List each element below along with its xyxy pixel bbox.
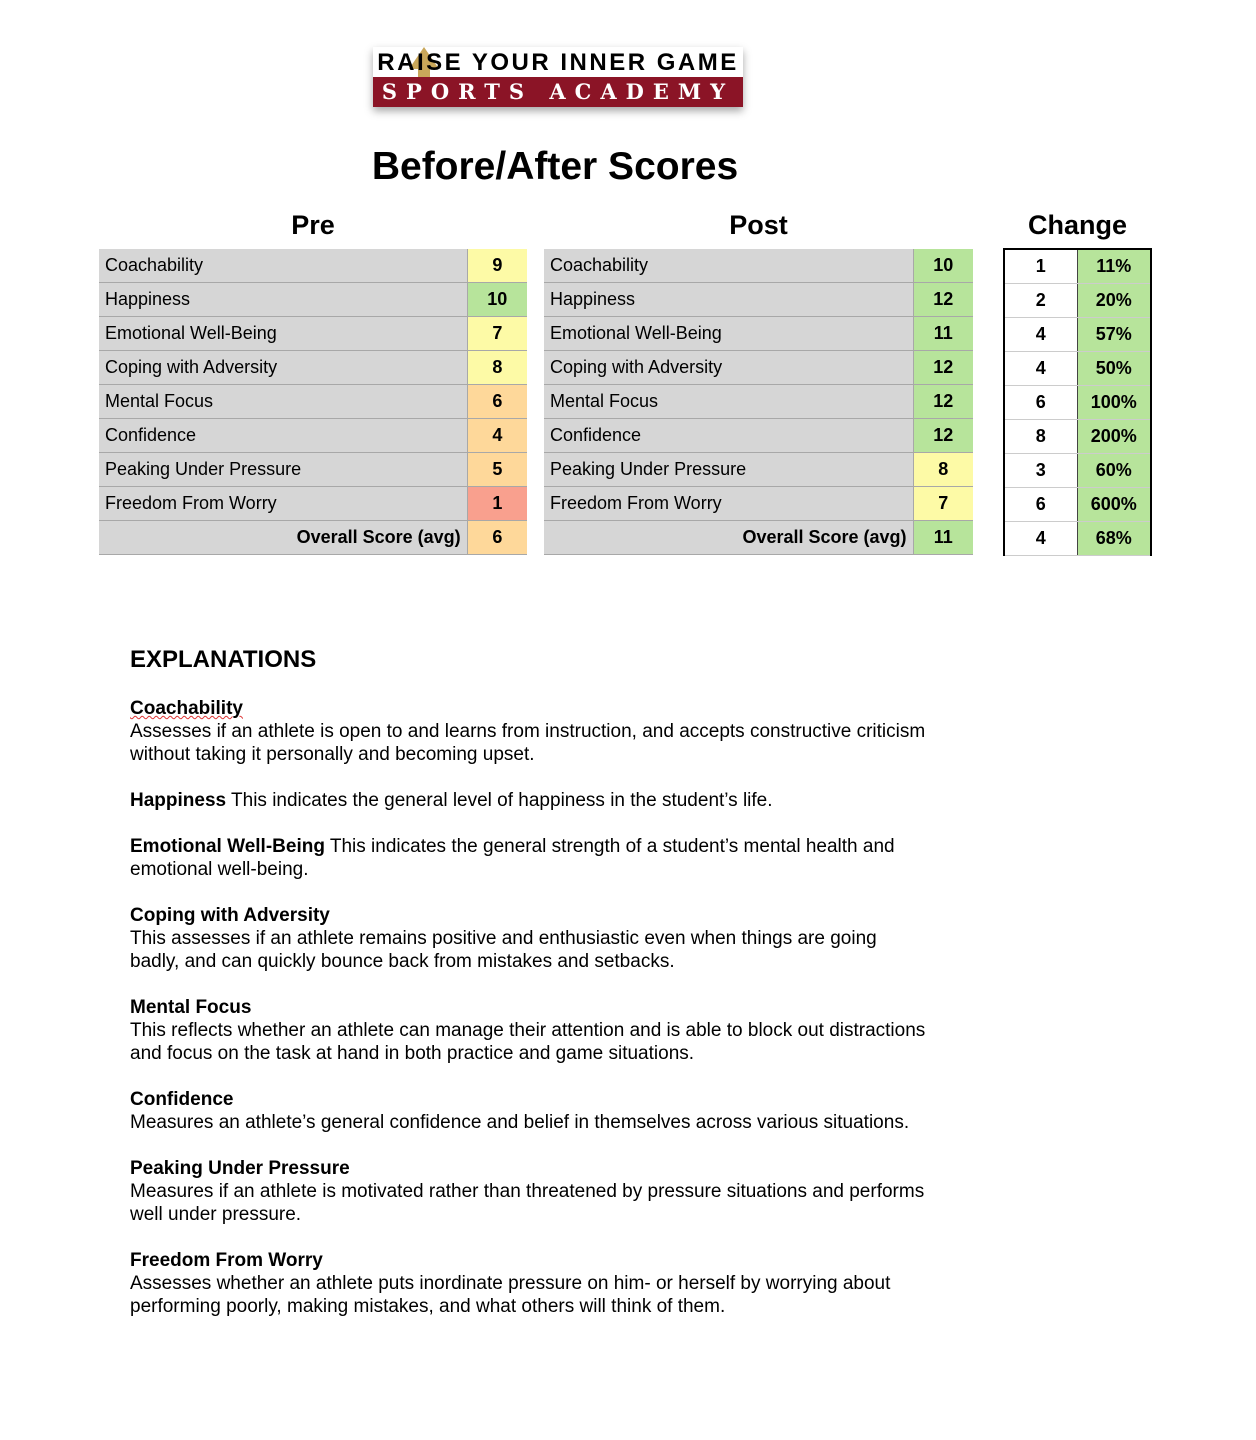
category-label: Happiness: [99, 283, 467, 317]
page-title: Before/After Scores: [371, 145, 739, 188]
category-label: Emotional Well-Being: [544, 317, 913, 351]
explanation-item: [130, 1157, 930, 1226]
table-row: [1004, 454, 1151, 488]
category-label: Peaking Under Pressure: [544, 453, 913, 487]
table-row: [544, 453, 973, 487]
explanation-text: Measures an athlete’s general confidence and belief in themselves across various situations.: [130, 1112, 910, 1133]
score-value: 12: [913, 385, 973, 419]
score-value: 5: [467, 453, 527, 487]
table-row: [1004, 352, 1151, 386]
explanation-text: Measures if an athlete is motivated rather than threatened by pressure situations and performs well under pressure.: [130, 1181, 925, 1225]
table-row: [99, 317, 527, 351]
explanation-item: [130, 789, 930, 812]
score-value: 4: [467, 419, 527, 453]
explanation-term: Coachability: [130, 698, 243, 719]
category-label: Mental Focus: [99, 385, 467, 419]
table-row: [99, 453, 527, 487]
change-diff: 6: [1004, 488, 1077, 522]
table-row: [1004, 318, 1151, 352]
explanation-item: [130, 904, 930, 973]
change-diff: 1: [1004, 249, 1077, 284]
post-header: Post: [729, 210, 788, 240]
change-percent: 100%: [1077, 386, 1151, 420]
table-row: [99, 351, 527, 385]
category-label: Confidence: [99, 419, 467, 453]
explanation-term: Confidence: [130, 1089, 234, 1110]
change-percent: 50%: [1077, 352, 1151, 386]
category-label: Happiness: [544, 283, 913, 317]
category-label: Coachability: [99, 249, 467, 283]
pre-scores-table: [99, 249, 527, 555]
change-percent: 68%: [1077, 522, 1151, 556]
change-diff: 2: [1004, 284, 1077, 318]
explanation-text: This indicates the general strength of a student’s mental health and emotional well-being.: [130, 836, 895, 880]
table-row: [1004, 284, 1151, 318]
change-percent: 60%: [1077, 454, 1151, 488]
change-percent: 600%: [1077, 488, 1151, 522]
score-value: 10: [467, 283, 527, 317]
table-row: [1004, 249, 1151, 284]
change-percent: 11%: [1077, 249, 1151, 284]
table-row: [1004, 420, 1151, 454]
explanation-term: Freedom From Worry: [130, 1250, 323, 1271]
table-row: [544, 385, 973, 419]
change-diff: 4: [1004, 352, 1077, 386]
table-row: [544, 351, 973, 385]
explanation-text: Assesses whether an athlete puts inordinate pressure on him- or herself by worrying about performing poorly, making mistakes, and what others will think of them.: [130, 1273, 891, 1317]
explanation-term: Peaking Under Pressure: [130, 1158, 350, 1179]
score-value: 10: [913, 249, 973, 283]
table-row: [99, 249, 527, 283]
category-label: Freedom From Worry: [544, 487, 913, 521]
category-label: Mental Focus: [544, 385, 913, 419]
table-row: [99, 487, 527, 521]
category-label: Overall Score (avg): [544, 521, 913, 555]
explanation-term: Coping with Adversity: [130, 905, 330, 926]
change-diff: 8: [1004, 420, 1077, 454]
change-header: Change: [1027, 210, 1127, 240]
overall-row: [544, 521, 973, 555]
explanation-term: Mental Focus: [130, 997, 252, 1018]
explanation-text: This indicates the general level of happiness in the student’s life.: [226, 790, 773, 811]
category-label: Overall Score (avg): [99, 521, 467, 555]
category-label: Confidence: [544, 419, 913, 453]
change-diff: 3: [1004, 454, 1077, 488]
category-label: Peaking Under Pressure: [99, 453, 467, 487]
explanations-heading: EXPLANATIONS: [130, 646, 317, 673]
score-value: 11: [913, 317, 973, 351]
table-row: [1004, 488, 1151, 522]
logo-line1: RAISE YOUR INNER GAME: [377, 49, 739, 76]
explanation-item: [130, 996, 930, 1065]
category-label: Emotional Well-Being: [99, 317, 467, 351]
overall-row: [99, 521, 527, 555]
explanation-text: This assesses if an athlete remains positive and enthusiastic even when things are going badly, and can quickly bounce back from mistakes and setbacks.: [130, 928, 877, 972]
table-row: [99, 385, 527, 419]
score-value: 11: [913, 521, 973, 555]
explanation-term: Happiness: [130, 790, 227, 811]
change-table: [1003, 248, 1152, 556]
score-value: 1: [467, 487, 527, 521]
score-value: 6: [467, 521, 527, 555]
category-label: Coachability: [544, 249, 913, 283]
score-value: 9: [467, 249, 527, 283]
change-diff: 4: [1004, 318, 1077, 352]
table-row: [1004, 386, 1151, 420]
change-diff: 4: [1004, 522, 1077, 556]
table-row: [544, 283, 973, 317]
table-row: [544, 317, 973, 351]
score-value: 6: [467, 385, 527, 419]
category-label: Coping with Adversity: [99, 351, 467, 385]
post-scores-table: [544, 249, 973, 555]
change-percent: 200%: [1077, 420, 1151, 454]
change-percent: 57%: [1077, 318, 1151, 352]
score-value: 12: [913, 283, 973, 317]
score-value: 7: [467, 317, 527, 351]
explanation-text: This reflects whether an athlete can manage their attention and is able to block out distractions and focus on the task at hand in both practice and game situations.: [130, 1020, 926, 1064]
explanation-text: Assesses if an athlete is open to and learns from instruction, and accepts constructive criticism without taking it personally and becoming upset.: [130, 721, 926, 765]
score-value: 7: [913, 487, 973, 521]
change-percent: 20%: [1077, 284, 1151, 318]
score-value: 12: [913, 419, 973, 453]
score-value: 8: [913, 453, 973, 487]
explanations-section: [130, 648, 930, 1341]
table-row: [99, 419, 527, 453]
table-row: [544, 419, 973, 453]
score-value: 8: [467, 351, 527, 385]
pre-header: Pre: [291, 210, 335, 240]
table-row: [544, 487, 973, 521]
change-diff: 6: [1004, 386, 1077, 420]
table-row: [544, 249, 973, 283]
score-value: 12: [913, 351, 973, 385]
logo-line2: SPORTS ACADEMY: [373, 77, 743, 107]
academy-logo: [373, 47, 743, 107]
explanation-item: [130, 1249, 930, 1318]
category-label: Freedom From Worry: [99, 487, 467, 521]
table-row: [1004, 522, 1151, 556]
explanation-item: [130, 835, 930, 881]
explanation-item: [130, 1088, 930, 1134]
table-row: [99, 283, 527, 317]
explanation-term: Emotional Well-Being: [130, 836, 325, 857]
explanation-item: [130, 697, 930, 766]
category-label: Coping with Adversity: [544, 351, 913, 385]
